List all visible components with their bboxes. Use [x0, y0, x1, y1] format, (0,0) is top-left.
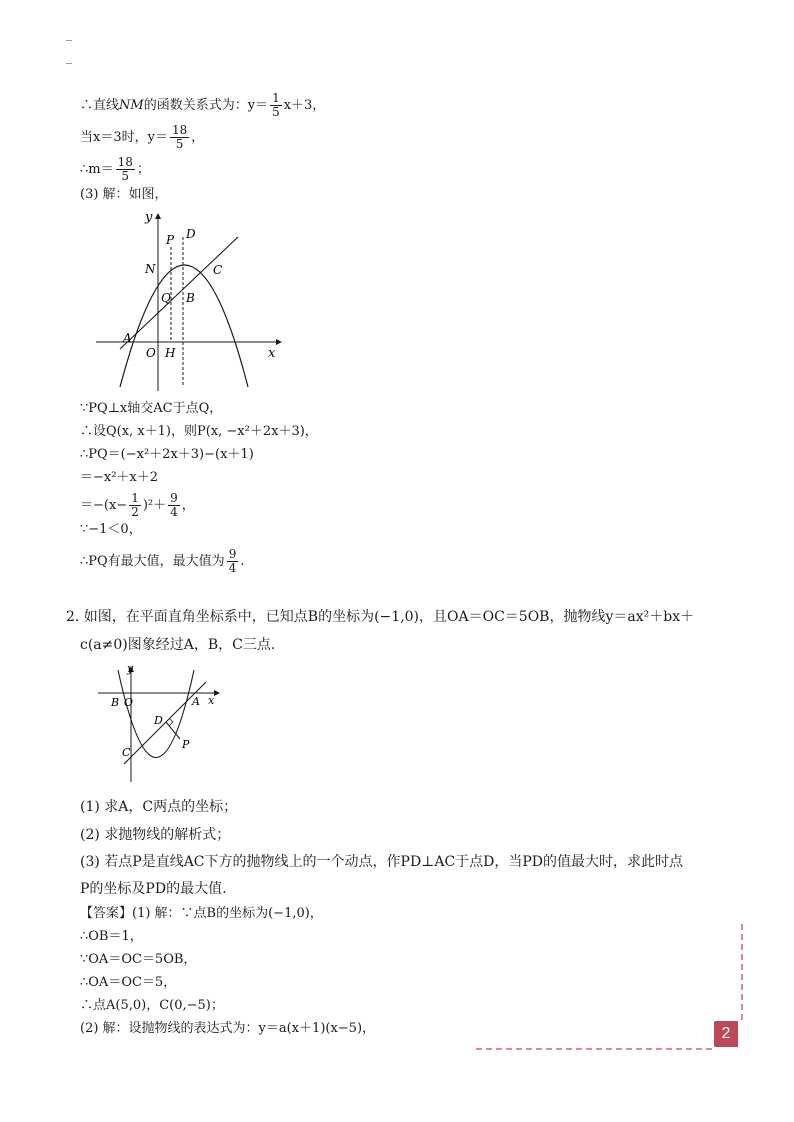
label-x: x [268, 346, 276, 361]
label-p: P [182, 738, 190, 751]
label-a: A [192, 695, 200, 708]
label-c: C [122, 746, 131, 759]
label-b: B [111, 696, 120, 709]
page-corner-decoration [470, 920, 750, 1055]
label-a: A [123, 331, 132, 345]
page-number-badge: 2 [714, 1021, 738, 1047]
label-x: x [208, 694, 215, 707]
fraction: $\frac{9}{4}$ [228, 547, 237, 575]
part3-heading: (3) 解：如图， [80, 187, 168, 202]
fraction: $\frac{18}{5}$ [117, 155, 133, 183]
corner-mark [66, 40, 72, 41]
label-b: B [186, 291, 195, 305]
solution-line-1: ∵PQ⊥x轴交AC于点Q， [80, 401, 223, 416]
solution-line-5: ＝−(x− $\frac{1}{2}$ )²＋ $\frac{9}{4}$ ， [80, 491, 195, 519]
fraction: $\frac{1}{2}$ [131, 491, 139, 519]
question-3-line-1: (3) 若点P是直线AC下方的抛物线上的一个动点，作PD⊥AC于点D，当PD的值最大时，求此时点 [80, 854, 684, 870]
answer-line-6: (2) 解：设抛物线的表达式为：y＝a(x＋1)(x−5)， [80, 1021, 376, 1036]
answer-line-5: ∴点A(5,0)，C(0,−5)； [80, 998, 224, 1013]
fraction: $\frac{9}{4}$ [170, 491, 178, 519]
fraction: $\frac{1}{5}$ [272, 91, 280, 119]
figure-2-parabola [94, 660, 234, 786]
answer-line-3: ∵OA＝OC＝5OB， [80, 952, 197, 967]
solution-line-4: ＝−x²＋x＋2 [80, 470, 159, 485]
solution-line-2: ∴设Q(x, x＋1)，则P(x, −x²＋2x＋3)， [80, 424, 318, 439]
question-2: (2) 求抛物线的解析式； [80, 827, 231, 843]
answer-line-2: ∴OB＝1， [80, 929, 143, 944]
label-d: D [186, 227, 196, 241]
label-y: y [145, 210, 153, 225]
problem-2-stem-1: 2. 如图，在平面直角坐标系中，已知点B的坐标为(−1,0)，且OA＝OC＝5OB，抛物线y＝ax²＋bx＋ [66, 609, 695, 625]
question-1: (1) 求A，C两点的坐标； [80, 799, 238, 815]
solution-line-3: ∴PQ＝(−x²＋2x＋3)−(x＋1) [80, 447, 254, 462]
question-3-line-2: P的坐标及PD的最大值. [80, 881, 227, 897]
label-d: D [154, 714, 163, 727]
fraction: $\frac{18}{5}$ [171, 123, 188, 151]
line-when-x-3: 当x＝3时，y＝ $\frac{18}{5}$ ， [80, 123, 205, 151]
label-o: O [124, 696, 134, 709]
label-h: H [165, 346, 176, 360]
label-y: y [127, 662, 134, 675]
line-m-value: ∴m＝ $\frac{18}{5}$ ； [80, 155, 150, 183]
solution-line-6: ∵−1＜0， [80, 522, 142, 537]
figure-1-parabola [90, 205, 290, 395]
solution-line-7: ∴PQ有最大值，最大值为 $\frac{9}{4}$ . [80, 547, 245, 575]
label-p: P [166, 233, 175, 247]
corner-mark [66, 63, 72, 64]
label-n: N [145, 262, 156, 276]
answer-line-1: 【答案】(1) 解：∵点B的坐标为(−1,0)， [80, 906, 323, 921]
problem-2-stem-2: c(a≠0)图象经过A，B，C三点. [80, 637, 276, 653]
answer-line-4: ∴OA＝OC＝5， [80, 975, 177, 990]
line-nm-function: ∴直线NM的函数关系式为：y＝ $\frac{1}{5}$ x＋3， [80, 91, 326, 119]
label-q: Q [161, 291, 171, 305]
label-c: C [213, 263, 223, 277]
label-o: O [146, 346, 156, 360]
